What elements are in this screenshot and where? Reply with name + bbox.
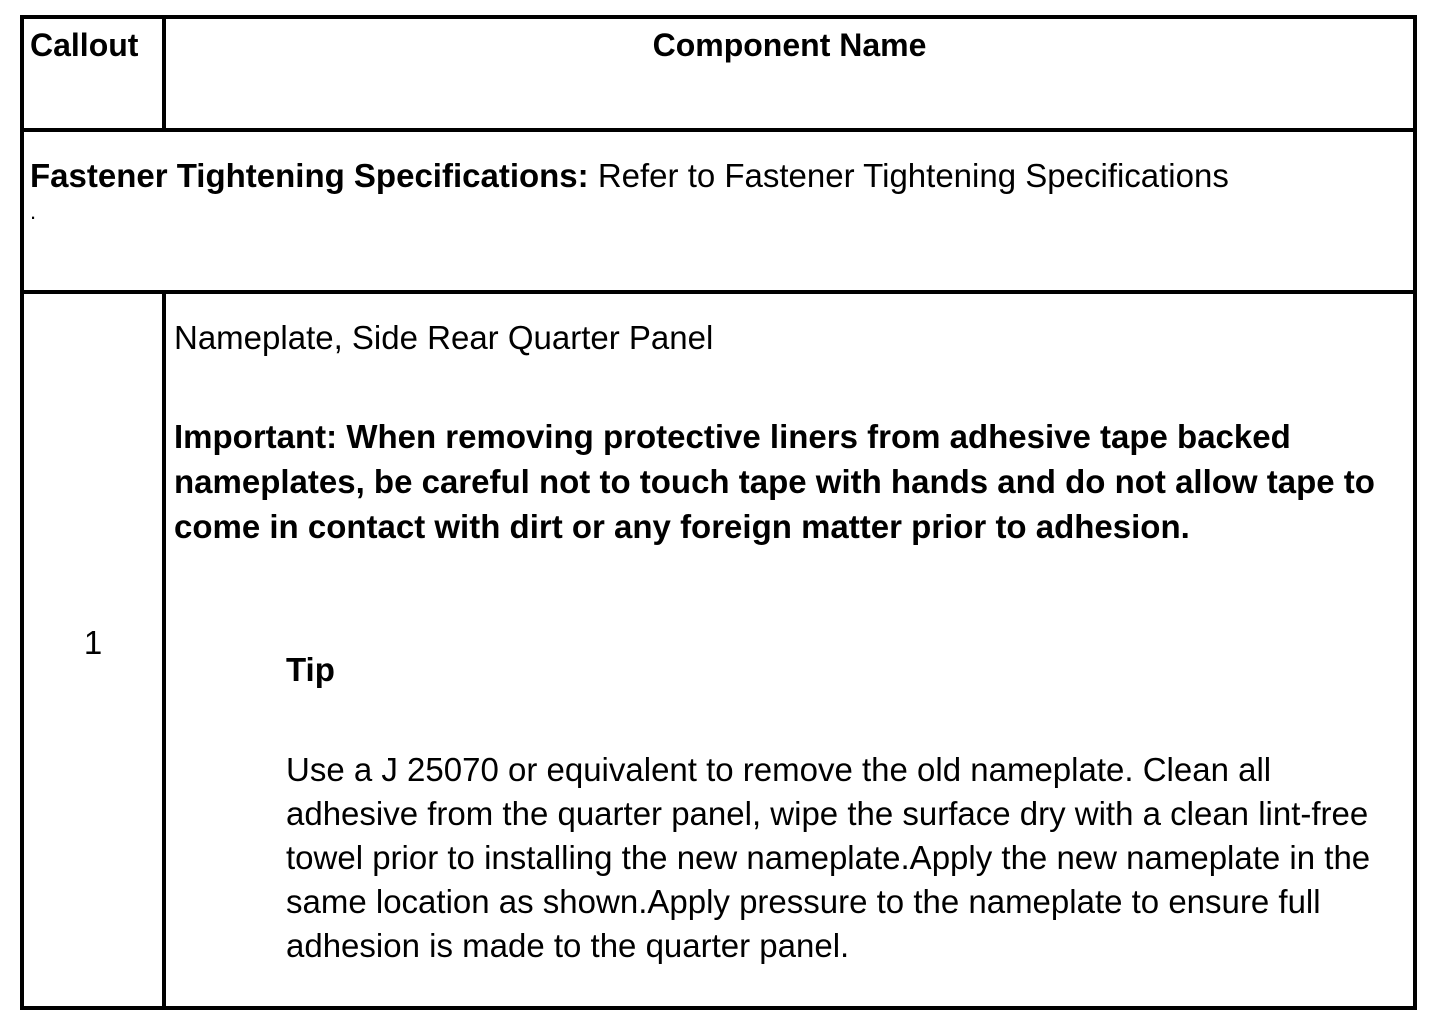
component-table bbox=[20, 15, 1417, 1010]
fastener-spec-text bbox=[30, 156, 1403, 196]
header-callout-cell bbox=[24, 19, 166, 128]
fastener-spec-reference: Refer to Fastener Tightening Specifications bbox=[588, 157, 1229, 194]
component-name: Nameplate, Side Rear Quarter Panel bbox=[174, 319, 714, 356]
important-text: When removing protective liners from adhesive tape backed nameplates, be careful not to touch tape with hands and do not allow tape to come in contact with dirt or any foreign matter prior to adhesion. bbox=[174, 418, 1375, 545]
tip-text: Use a J 25070 or equivalent to remove the old nameplate. Clean all adhesive from the quarter panel, wipe the surface dry with a clean lint-free towel prior to installing the new nameplate.Apply the new nameplate in the same location as shown.Apply pressure to the nameplate to ensure full adhesion is made to the quarter panel. bbox=[286, 751, 1371, 964]
header-callout-label: Callout bbox=[30, 27, 139, 63]
fastener-spec-trailing: . bbox=[30, 199, 37, 224]
header-component-label: Component Name bbox=[652, 27, 927, 63]
header-component-cell bbox=[166, 19, 1413, 128]
fastener-spec-row bbox=[24, 132, 1413, 294]
component-cell bbox=[166, 294, 1413, 1006]
important-label: Important: bbox=[174, 418, 338, 455]
table-header-row bbox=[24, 19, 1413, 132]
callout-number: 1 bbox=[83, 624, 103, 661]
fastener-spec-label: Fastener Tightening Specifications: bbox=[30, 157, 589, 194]
tip-title: Tip bbox=[286, 651, 335, 688]
callout-cell bbox=[24, 294, 166, 1006]
table-row bbox=[24, 294, 1413, 1006]
important-note bbox=[174, 414, 1405, 549]
